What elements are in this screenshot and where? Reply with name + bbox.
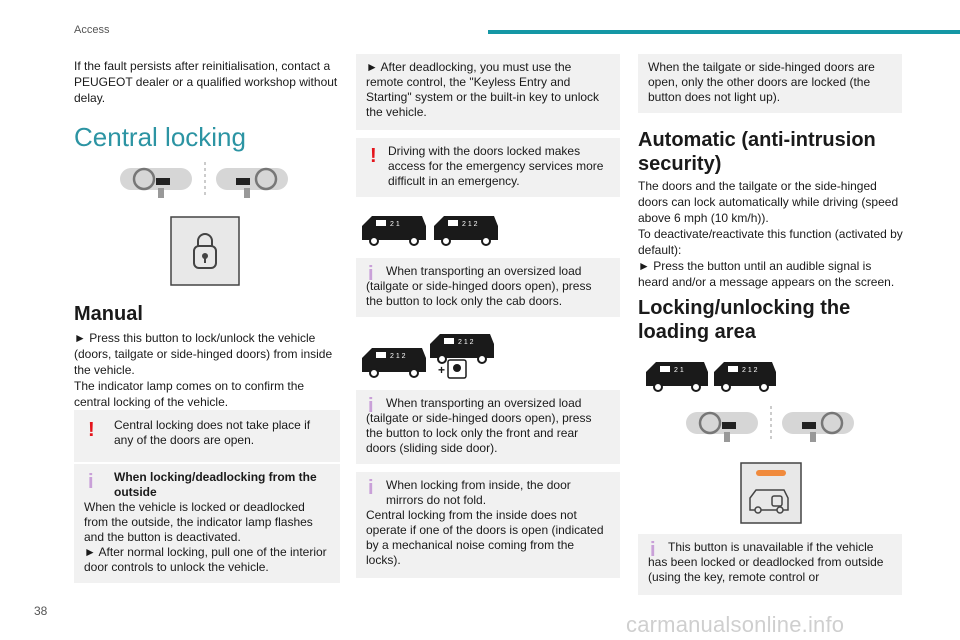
info-note-cab-doors (356, 258, 620, 317)
van-front-rear-lock-diagram (360, 330, 510, 380)
intro-paragraph: If the fault persists after reinitialisation, contact a PEUGEOT dealer or a qualified workshop without delay. (74, 59, 338, 105)
loading-area-lock-button-illustration (740, 462, 802, 524)
deadlocking-text: ► After deadlocking, you must use the remote control, the "Keyless Entry and Starting" system or the built-in key to unlock the vehicle. (366, 60, 600, 119)
warning-note-doors-open (74, 410, 340, 462)
info-icon: i (650, 539, 656, 561)
info-text: When transporting an oversized load (tailgate or side-hinged doors open), press the button to lock only the front and rear doors (sliding side door). (366, 396, 592, 455)
page-number: 38 (34, 604, 48, 618)
svg-text:+: + (438, 363, 446, 377)
automatic-locking-text: The doors and the tailgate or the side-hinged doors can lock automatically while driving (speed above 6 mph (10 km/h)). To deactivate/reactivate this function (activated by default): ► Press the button until an audible signal is heard and/or a message appears on the screen. (638, 179, 903, 289)
info-note-front-rear-doors (356, 390, 620, 464)
warning-exclamation-icon: ! (88, 419, 95, 441)
central-locking-title: Central locking (74, 122, 246, 152)
info-icon: i (368, 263, 374, 285)
deadlocking-note (356, 54, 620, 130)
tailgate-open-note (638, 54, 902, 113)
svg-text:2 1: 2 1 (674, 367, 684, 374)
svg-text:2 1 2: 2 1 2 (390, 353, 406, 360)
warning-note-emergency (356, 138, 620, 197)
section-title: Access (74, 24, 110, 36)
svg-text:2 1 2: 2 1 2 (458, 339, 474, 346)
van-cab-lock-diagram (360, 212, 510, 246)
info-icon: i (88, 471, 94, 493)
tailgate-open-text: When the tailgate or side-hinged doors are open, only the other doors are locked (the button does not light up). (648, 60, 875, 104)
manual-heading: Manual (74, 303, 143, 325)
info-text: When the vehicle is locked or deadlocked from the outside, the indicator lamp flashes and the button is deactivated. ► After normal locking, pull one of the interior door controls to unlock the vehicle. (84, 500, 327, 574)
header-accent-bar (488, 30, 960, 34)
warning-text: Driving with the doors locked makes access for the emergency services more difficult in an emergency. (388, 144, 604, 188)
info-note-locking-inside (356, 472, 620, 578)
info-text-rest: Central locking from the inside does not operate if one of the doors is open (indicated by a mechanical noise coming from the locks). (366, 508, 604, 567)
van-loading-area-diagram (644, 358, 784, 392)
watermark: carmanualsonline.info (626, 612, 845, 637)
svg-text:2 1 2: 2 1 2 (742, 367, 758, 374)
column-left (74, 52, 340, 152)
info-note-loading-unavailable (638, 534, 902, 595)
info-text: This button is unavailable if the vehicle has been locked or deadlocked from outside (using the key, remote control or (648, 540, 884, 584)
info-icon: i (368, 395, 374, 417)
warning-text: Central locking does not take place if any of the doors are open. (114, 418, 311, 447)
lhd-rhd-diagram (120, 160, 290, 200)
info-text: When transporting an oversized load (tailgate or side-hinged doors open), press the button to lock only the cab doors. (366, 264, 592, 308)
lhd-rhd-diagram-loading (686, 404, 856, 444)
manual-text: ► Press this button to lock/unlock the vehicle (doors, tailgate or side-hinged doors) from inside the vehicle. The indicator lamp comes on to confirm the central locking of the vehicle. (74, 331, 333, 409)
info-icon: i (368, 477, 374, 499)
svg-text:2 1: 2 1 (390, 221, 400, 228)
info-title: When locking/deadlocking from the outside (114, 470, 317, 499)
svg-text:2 1 2: 2 1 2 (462, 221, 478, 228)
central-locking-button-illustration (170, 216, 240, 286)
loading-area-heading: Locking/unlocking the loading area (638, 297, 851, 343)
info-text-first: When locking from inside, the door mirrors do not fold. (386, 478, 571, 507)
info-note-locking-outside (74, 464, 340, 583)
automatic-locking-heading: Automatic (anti-intrusion security) (638, 129, 876, 175)
warning-exclamation-icon: ! (370, 145, 377, 167)
